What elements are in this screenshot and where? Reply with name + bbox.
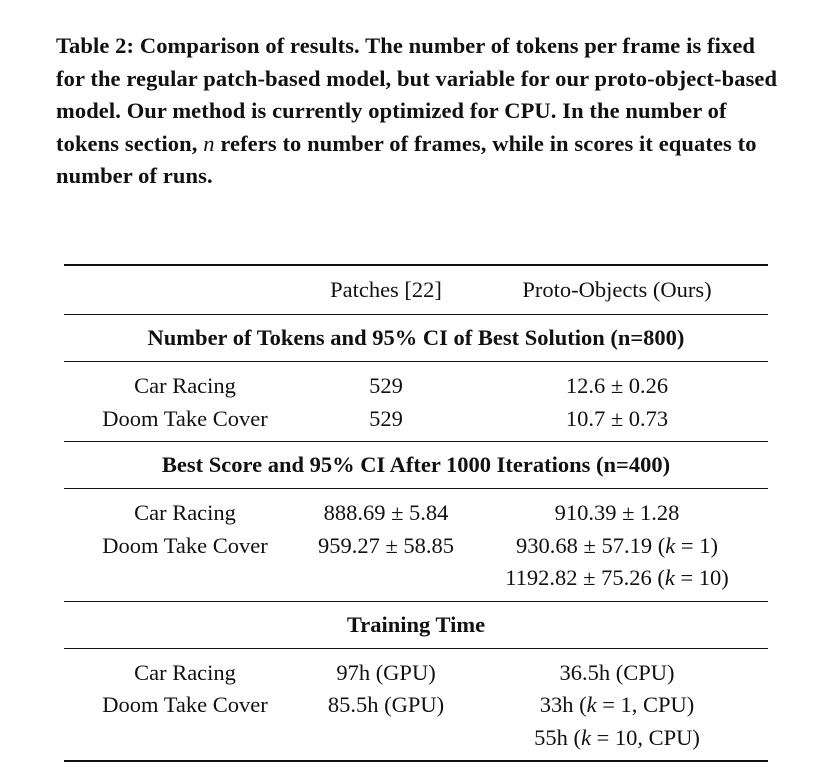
header-patches: Patches [22] (330, 277, 442, 302)
section-header-training-time (64, 601, 768, 648)
cell-proto: 33h (k = 1, CPU) (539, 692, 695, 717)
section-title: Best Score and 95% CI After 1000 Iterations (n=400) (161, 452, 671, 477)
header-proto-objects: Proto-Objects (Ours) (522, 277, 712, 302)
table-row (64, 722, 768, 762)
cell-proto: 55h (k = 10, CPU) (534, 724, 700, 750)
results-table-wrapper (64, 264, 768, 762)
header-cell-empty (64, 265, 306, 315)
section-title: Number of Tokens and 95% CI of Best Solution (n=800) (147, 325, 685, 350)
table-header-row (64, 265, 768, 315)
section-header-tokens (64, 315, 768, 362)
table-row (64, 530, 768, 563)
table-row (64, 489, 768, 530)
row-label: Car Racing (134, 659, 236, 685)
cell-patches: 85.5h (GPU) (327, 692, 445, 717)
cell-proto: 10.7 ± 0.73 (565, 405, 669, 431)
row-label (64, 562, 306, 601)
results-table (64, 264, 768, 762)
caption-label: Table 2: (56, 33, 135, 58)
table-row (64, 689, 768, 722)
row-label: Doom Take Cover (102, 532, 268, 558)
row-label: Car Racing (134, 500, 236, 525)
table-row (64, 648, 768, 689)
section-header-scores (64, 442, 768, 489)
cell-patches: 888.69 ± 5.84 (323, 500, 449, 525)
section-title: Training Time (346, 611, 486, 637)
row-label: Doom Take Cover (102, 405, 268, 431)
caption-text-end: refers to number of frames, while in scores it equates to number of runs. (56, 130, 757, 188)
cell-patches: 529 (369, 405, 403, 431)
cell-proto: 12.6 ± 0.26 (565, 373, 669, 398)
cell-patches (306, 562, 466, 601)
cell-proto: 930.68 ± 57.19 (k = 1) (516, 532, 718, 558)
table-row (64, 362, 768, 403)
cell-proto: 910.39 ± 1.28 (554, 500, 680, 525)
cell-patches: 529 (369, 373, 403, 398)
row-label (64, 722, 306, 762)
cell-proto: 1192.82 ± 75.26 (k = 10) (505, 565, 729, 590)
table-row (64, 403, 768, 442)
table-row (64, 562, 768, 601)
caption-text: Comparison of results. The number of tokens per frame is fixed for the regular patch-based model, but variable for our proto-object-based model. Our method is currently optimized for CPU. In the number of tokens section, (56, 33, 778, 156)
cell-patches: 959.27 ± 58.85 (317, 532, 455, 558)
table-caption (56, 30, 778, 193)
row-label: Doom Take Cover (102, 692, 268, 717)
cell-proto: 36.5h (CPU) (559, 659, 675, 685)
row-label: Car Racing (134, 373, 236, 398)
cell-patches (306, 722, 466, 762)
caption-variable: n (203, 130, 215, 156)
cell-patches: 97h (GPU) (336, 659, 436, 685)
